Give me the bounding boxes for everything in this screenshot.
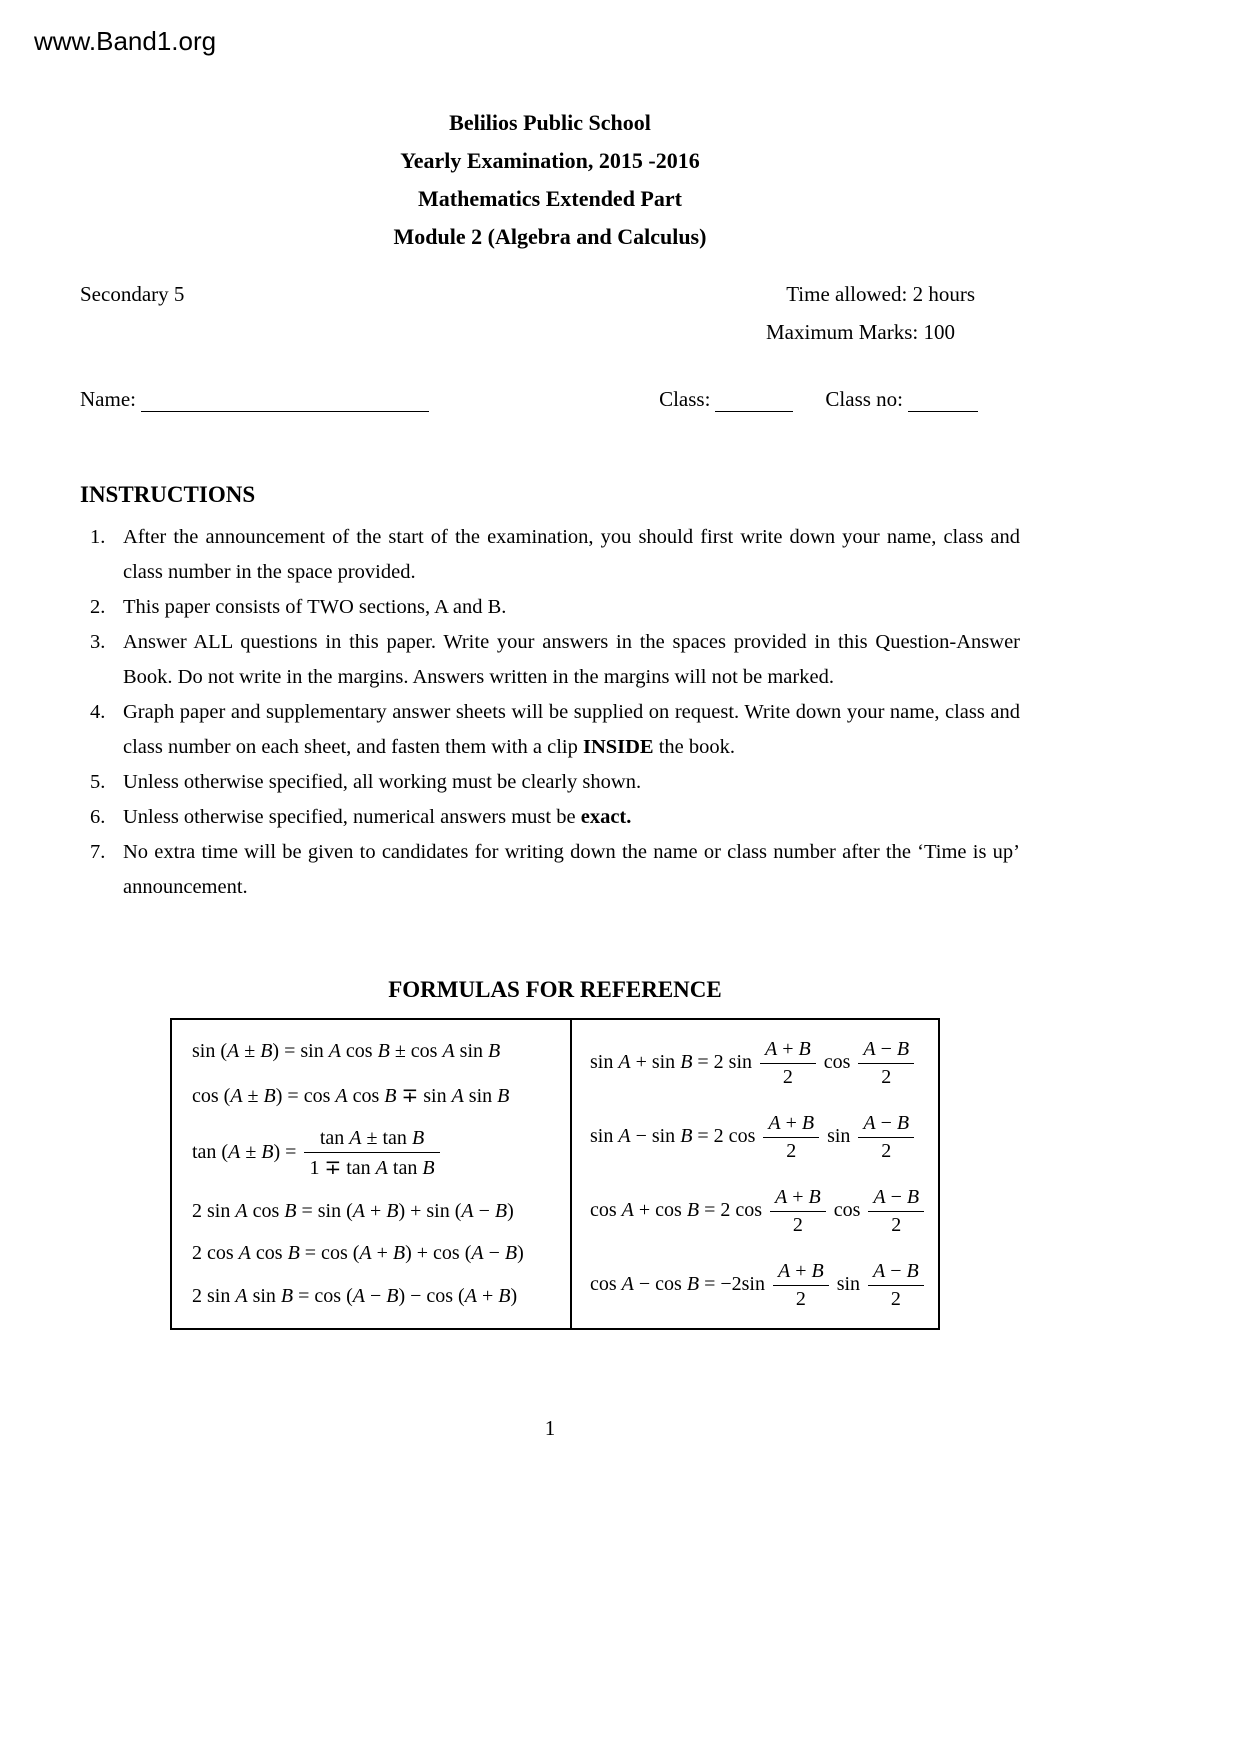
- subject-title: Mathematics Extended Part: [418, 186, 682, 211]
- formulas-section: [80, 977, 1020, 1330]
- formula: cos (A ± B) = cos A cos B ∓ sin A sin B: [192, 1084, 510, 1107]
- title-block: [80, 0, 1020, 256]
- instruction-text: Graph paper and supplementary answer sheets will be supplied on request. Write down your name, class and class number on each sheet, and fasten them with a clip INSIDE the book.: [123, 701, 1020, 758]
- formula: 2 sin A cos B = sin (A + B) + sin (A − B): [192, 1199, 514, 1222]
- marks-row: [80, 320, 1020, 345]
- class-fill-line: [715, 390, 793, 412]
- instruction-number: 2.: [90, 596, 106, 618]
- fraction: $\frac{A + B}{2}$: [770, 1186, 826, 1237]
- class-no-label: Class no:: [825, 387, 903, 411]
- instruction-item: [80, 590, 1020, 625]
- fraction: $\frac{\text{tan A ± tan B}}{\text{1 ∓ tan A tan B}}$: [304, 1127, 439, 1180]
- instruction-text: Unless otherwise specified, all working must be clearly shown.: [123, 771, 642, 793]
- class-no-fill-line: [908, 390, 978, 412]
- formula-table: [170, 1018, 940, 1330]
- candidate-info-row: [80, 387, 1020, 412]
- formula-column-right: [572, 1020, 938, 1328]
- time-allowed-label: Time allowed: 2 hours: [786, 282, 975, 306]
- instruction-text: Unless otherwise specified, numerical answers must be exact.: [123, 806, 632, 828]
- level-label: Secondary 5: [80, 282, 185, 306]
- formula: sin A − sin B = 2 cos $\frac{A + B}{2}$ sin $\frac{A - B}{2}$: [590, 1112, 932, 1163]
- instruction-number: 4.: [90, 701, 106, 723]
- name-label: Name:: [80, 387, 136, 411]
- formula: cos A − cos B = −2sin $\frac{A + B}{2}$ sin $\frac{A - B}{2}$: [590, 1260, 932, 1311]
- instruction-number: 3.: [90, 631, 106, 653]
- module-title: Module 2 (Algebra and Calculus): [393, 224, 707, 249]
- fraction: $\frac{A - B}{2}$: [858, 1038, 914, 1089]
- class-label: Class:: [659, 387, 711, 411]
- instruction-text: After the announcement of the start of the examination, you should first write down your name, class and class number in the space provided.: [123, 526, 1020, 583]
- formula-column-left: [172, 1020, 572, 1328]
- formula: 2 sin A sin B = cos (A − B) − cos (A + B): [192, 1284, 518, 1307]
- fraction: $\frac{A + B}{2}$: [773, 1260, 829, 1311]
- instruction-item: [80, 835, 1020, 905]
- page-content: [80, 0, 1020, 1441]
- exam-title: Yearly Examination, 2015 -2016: [400, 148, 700, 173]
- formulas-title: FORMULAS FOR REFERENCE: [388, 977, 722, 1002]
- instruction-text: No extra time will be given to candidates for writing down the name or class number after the ‘Time is up’ announcement.: [123, 841, 1020, 898]
- meta-row: [80, 282, 1020, 307]
- instruction-item: [80, 695, 1020, 765]
- formula: sin (A ± B) = sin A cos B ± cos A sin B: [192, 1040, 501, 1062]
- instructions-title: INSTRUCTIONS: [80, 482, 256, 507]
- instructions-list: [80, 520, 1020, 905]
- instructions-section: [80, 482, 1020, 905]
- instruction-number: 1.: [90, 526, 106, 548]
- instruction-item: [80, 765, 1020, 800]
- school-name: Belilios Public School: [449, 110, 651, 135]
- instruction-item: [80, 520, 1020, 590]
- fraction: $\frac{A + B}{2}$: [763, 1112, 819, 1163]
- formula: sin A + sin B = 2 sin $\frac{A + B}{2}$ cos $\frac{A - B}{2}$: [590, 1038, 932, 1089]
- fraction: $\frac{A - B}{2}$: [858, 1112, 914, 1163]
- name-fill-line: [141, 390, 429, 412]
- formula: cos A + cos B = 2 cos $\frac{A + B}{2}$ cos $\frac{A - B}{2}$: [590, 1186, 932, 1237]
- instruction-item: [80, 800, 1020, 835]
- formula: tan (A ± B) = $\frac{\text{tan A ± tan B}}{\text{1 ∓ tan A tan B}}$: [192, 1127, 560, 1180]
- max-marks-label: Maximum Marks: 100: [766, 320, 955, 344]
- fraction: $\frac{A + B}{2}$: [760, 1038, 816, 1089]
- instruction-number: 7.: [90, 841, 106, 863]
- watermark-text: www.Band1.org: [34, 26, 217, 56]
- instruction-text: This paper consists of TWO sections, A and B.: [123, 596, 507, 618]
- formula: 2 cos A cos B = cos (A + B) + cos (A − B): [192, 1242, 524, 1265]
- instruction-number: 5.: [90, 771, 106, 793]
- instruction-number: 6.: [90, 806, 106, 828]
- fraction: $\frac{A - B}{2}$: [868, 1186, 924, 1237]
- fraction: $\frac{A - B}{2}$: [868, 1260, 924, 1311]
- page-number: 1: [544, 1416, 556, 1440]
- instruction-text: Answer ALL questions in this paper. Write your answers in the spaces provided in this Question-Answer Book. Do not write in the margins. Answers written in the margins will not be marked.: [123, 631, 1020, 688]
- instruction-item: [80, 625, 1020, 695]
